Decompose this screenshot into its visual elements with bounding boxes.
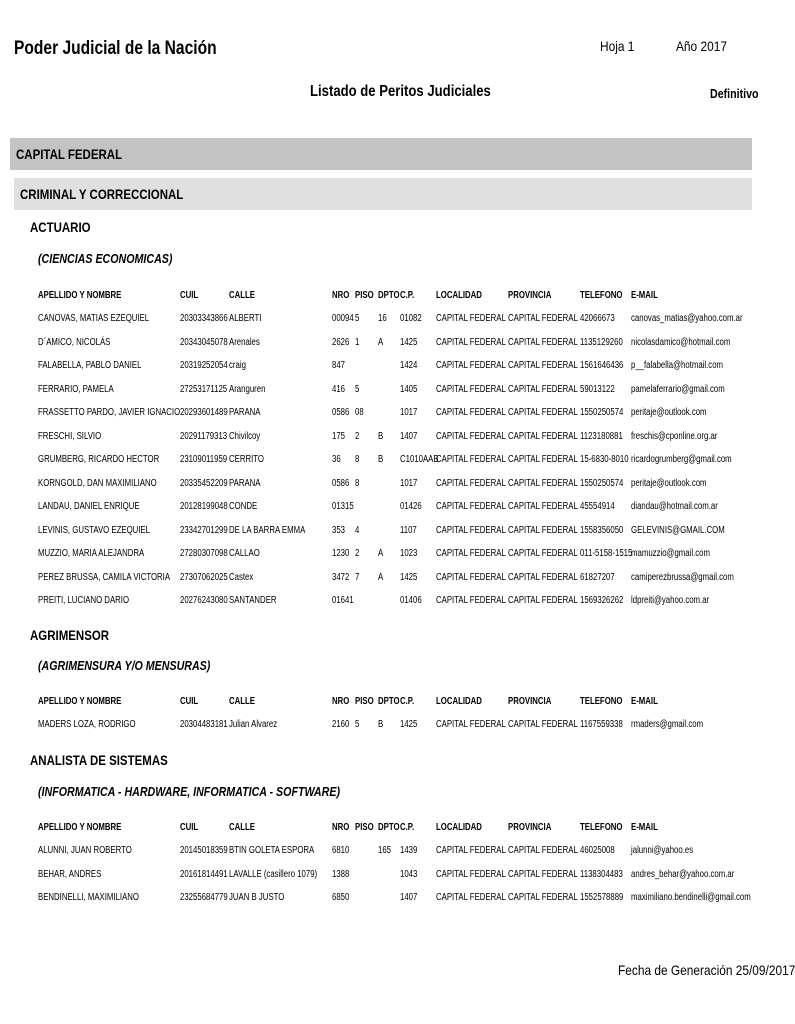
- col-cuil: 20335452209: [180, 477, 228, 489]
- col-dpto: B: [378, 454, 384, 465]
- col-cp: 1425: [400, 336, 418, 348]
- col-email-header: E-MAIL: [631, 696, 658, 707]
- fuero-header: [14, 178, 752, 210]
- col-provincia: CAPITAL FEDERAL: [508, 524, 578, 536]
- table-row: [0, 548, 768, 560]
- col-piso-header: PISO: [355, 290, 374, 301]
- col-provincia-header: PROVINCIA: [508, 696, 552, 707]
- col-localidad: CAPITAL FEDERAL: [436, 313, 506, 324]
- col-email: diandau@hotmail.com.ar: [631, 501, 718, 512]
- col-piso: 5: [355, 719, 360, 730]
- col-cp: 1439: [400, 845, 418, 856]
- col-localidad: CAPITAL FEDERAL: [436, 477, 506, 489]
- col-telefono: 1561646436: [580, 360, 624, 371]
- col-apellido-nombre: BENDINELLI, MAXIMILIANO: [38, 892, 139, 903]
- col-telefono: 011-5158-1515: [580, 548, 633, 559]
- col-cp: 01406: [400, 595, 422, 606]
- col-nro: 01641: [332, 595, 354, 606]
- col-provincia: CAPITAL FEDERAL: [508, 336, 578, 348]
- col-cuil: 23342701299: [180, 524, 228, 536]
- col-piso-header: PISO: [355, 696, 374, 707]
- col-email-header: E-MAIL: [631, 290, 658, 301]
- col-localidad: CAPITAL FEDERAL: [436, 383, 506, 395]
- col-dpto-header: DPTO: [378, 290, 400, 301]
- year: Año 2017: [676, 38, 727, 54]
- col-localidad: CAPITAL FEDERAL: [436, 360, 506, 371]
- col-email: freschis@cponline.org.ar: [631, 430, 718, 442]
- col-calle-header: CALLE: [229, 290, 256, 301]
- table-row: [0, 360, 768, 372]
- col-piso: 2: [355, 430, 360, 442]
- col-nro: 36: [332, 454, 341, 465]
- col-piso: 8: [355, 454, 360, 465]
- col-nro-header: NRO: [332, 822, 350, 833]
- col-nro: 847: [332, 360, 346, 371]
- col-cp: 1023: [400, 548, 418, 559]
- col-piso: 5: [355, 383, 360, 395]
- table-row: [0, 869, 768, 881]
- specialty-heading: (INFORMATICA - HARDWARE, INFORMATICA - SOFTWARE): [38, 784, 341, 799]
- col-telefono: 1135129260: [580, 336, 623, 348]
- col-telefono-header: TELEFONO: [580, 290, 623, 301]
- table-row: [0, 501, 768, 513]
- col-cp: 01082: [400, 313, 422, 324]
- col-cuil: 23109011959: [180, 454, 228, 465]
- col-email: peritaje@outlook.com: [631, 407, 707, 418]
- col-calle: BTIN GOLETA ESPORA: [229, 845, 315, 856]
- col-email: peritaje@outlook.com: [631, 477, 707, 489]
- col-nro: 01315: [332, 501, 354, 512]
- col-apellido-nombre: PEREZ BRUSSA, CAMILA VICTORIA: [38, 571, 171, 583]
- col-cuil-header: CUIL: [180, 290, 199, 301]
- col-calle: JUAN B JUSTO: [229, 892, 285, 903]
- table-row: [0, 595, 768, 607]
- col-provincia-header: PROVINCIA: [508, 822, 552, 833]
- col-apellido-nombre: ALUNNI, JUAN ROBERTO: [38, 845, 132, 856]
- col-apellido-nombre: PREITI, LUCIANO DARIO: [38, 595, 130, 606]
- col-provincia: CAPITAL FEDERAL: [508, 571, 578, 583]
- col-apellido-nombre-header: APELLIDO Y NOMBRE: [38, 290, 122, 301]
- col-calle: craig: [229, 360, 246, 371]
- col-telefono: 1569326262: [580, 595, 624, 606]
- table-row: [0, 454, 768, 466]
- col-localidad-header: LOCALIDAD: [436, 290, 482, 301]
- table-row: [0, 478, 768, 490]
- col-provincia: CAPITAL FEDERAL: [508, 383, 578, 395]
- col-cp: 1407: [400, 892, 418, 903]
- col-apellido-nombre: LEVINIS, GUSTAVO EZEQUIEL: [38, 524, 150, 536]
- col-apellido-nombre: MADERS LOZA, RODRIGO: [38, 719, 136, 730]
- col-telefono: 46025008: [580, 845, 615, 856]
- table-row: [0, 431, 768, 443]
- table-header: [0, 822, 768, 834]
- col-calle: PARANA: [229, 477, 261, 489]
- col-email: maximiliano.bendinelli@gmail.com: [631, 892, 751, 903]
- col-telefono-header: TELEFONO: [580, 822, 623, 833]
- table-row: [0, 407, 768, 419]
- specialty-heading: (AGRIMENSURA Y/O MENSURAS): [38, 658, 211, 673]
- table-row: [0, 313, 768, 325]
- col-provincia: CAPITAL FEDERAL: [508, 595, 578, 606]
- col-apellido-nombre: D´AMICO, NICOLÁS: [38, 336, 111, 348]
- col-calle-header: CALLE: [229, 696, 256, 707]
- col-piso: 8: [355, 477, 360, 489]
- col-calle-header: CALLE: [229, 822, 256, 833]
- col-telefono: 59013122: [580, 383, 615, 395]
- org-title: Poder Judicial de la Nación: [14, 38, 217, 59]
- col-nro: 6850: [332, 892, 350, 903]
- page-title: Listado de Peritos Judiciales: [310, 83, 491, 100]
- col-provincia: CAPITAL FEDERAL: [508, 501, 578, 512]
- col-localidad: CAPITAL FEDERAL: [436, 719, 506, 730]
- col-localidad-header: LOCALIDAD: [436, 696, 482, 707]
- col-provincia: CAPITAL FEDERAL: [508, 313, 578, 324]
- col-calle: CALLAO: [229, 548, 260, 559]
- col-telefono: 45554914: [580, 501, 615, 512]
- col-email: ricardogrumberg@gmail.com: [631, 454, 732, 465]
- col-apellido-nombre-header: APELLIDO Y NOMBRE: [38, 822, 122, 833]
- col-provincia: CAPITAL FEDERAL: [508, 548, 578, 559]
- col-calle: Julian Alvarez: [229, 719, 278, 730]
- col-nro-header: NRO: [332, 696, 350, 707]
- col-piso: 2: [355, 548, 360, 559]
- col-nro: 0586: [332, 477, 350, 489]
- col-email: jalunni@yahoo.es: [631, 845, 694, 856]
- col-piso: 4: [355, 524, 360, 536]
- col-calle: ALBERTI: [229, 313, 262, 324]
- col-cuil: 20343045078: [180, 336, 228, 348]
- col-piso-header: PISO: [355, 822, 374, 833]
- col-cp: 01426: [400, 501, 422, 512]
- col-localidad: CAPITAL FEDERAL: [436, 892, 506, 903]
- col-localidad: CAPITAL FEDERAL: [436, 336, 506, 348]
- col-cuil: 20291179313: [180, 430, 228, 442]
- col-cuil: 27253171125: [180, 383, 228, 395]
- col-cuil-header: CUIL: [180, 822, 199, 833]
- col-provincia-header: PROVINCIA: [508, 290, 552, 301]
- col-cp: 1425: [400, 719, 418, 730]
- col-calle: SANTANDER: [229, 595, 277, 606]
- col-nro: 416: [332, 383, 346, 395]
- col-cuil-header: CUIL: [180, 696, 199, 707]
- col-email: nicolasdamico@hotmail.com: [631, 336, 731, 348]
- col-calle: CERRITO: [229, 454, 264, 465]
- col-telefono: 1558356050: [580, 524, 624, 536]
- table-row: [0, 384, 768, 396]
- col-telefono: 15-6830-8010: [580, 454, 629, 465]
- col-dpto: B: [378, 719, 384, 730]
- col-cuil: 20304483181: [180, 719, 228, 730]
- col-provincia: CAPITAL FEDERAL: [508, 407, 578, 418]
- col-cuil: 23255684779: [180, 892, 228, 903]
- col-dpto: A: [378, 548, 384, 559]
- col-nro: 0586: [332, 407, 350, 418]
- col-dpto: 165: [378, 845, 392, 856]
- col-apellido-nombre: FALABELLA, PABLO DANIEL: [38, 360, 142, 371]
- col-telefono: 42066673: [580, 313, 615, 324]
- col-email: GELEVINIS@GMAIL.COM: [631, 524, 725, 536]
- col-cp: C1010AAB: [400, 454, 439, 465]
- col-cp-header: C.P.: [400, 290, 415, 301]
- col-nro: 6810: [332, 845, 350, 856]
- col-nro: 2626: [332, 336, 350, 348]
- table-row: [0, 572, 768, 584]
- col-cuil: 20145018359: [180, 845, 228, 856]
- col-provincia: CAPITAL FEDERAL: [508, 430, 578, 442]
- col-piso: 5: [355, 313, 360, 324]
- col-calle: Aranguren: [229, 383, 266, 395]
- col-telefono: 1138304483: [580, 868, 623, 880]
- col-nro-header: NRO: [332, 290, 350, 301]
- table-row: [0, 845, 768, 857]
- generation-date: Fecha de Generación 25/09/2017: [618, 962, 795, 978]
- table-row: [0, 892, 768, 904]
- table-row: [0, 337, 768, 349]
- region-header: [10, 138, 752, 170]
- col-apellido-nombre: FRESCHI, SILVIO: [38, 430, 102, 442]
- col-dpto: 16: [378, 313, 387, 324]
- col-dpto: A: [378, 571, 384, 583]
- col-email: rmaders@gmail.com: [631, 719, 704, 730]
- col-piso: 1: [355, 336, 360, 348]
- col-piso: 08: [355, 407, 364, 418]
- profession-heading: ACTUARIO: [30, 219, 91, 235]
- col-apellido-nombre: BEHAR, ANDRES: [38, 868, 102, 880]
- col-cp-header: C.P.: [400, 822, 415, 833]
- col-localidad: CAPITAL FEDERAL: [436, 571, 506, 583]
- col-email: andres_behar@yahoo.com.ar: [631, 868, 735, 880]
- col-cp: 1043: [400, 868, 418, 880]
- col-nro: 2160: [332, 719, 350, 730]
- col-email: p__falabella@hotmail.com: [631, 360, 724, 371]
- col-nro: 1388: [332, 868, 350, 880]
- col-nro: 1230: [332, 548, 350, 559]
- col-dpto: B: [378, 430, 384, 442]
- col-email: canovas_matias@yahoo.com.ar: [631, 313, 743, 324]
- col-localidad: CAPITAL FEDERAL: [436, 595, 506, 606]
- col-telefono: 1550250574: [580, 477, 624, 489]
- col-email: camiperezbrussa@gmail.com: [631, 571, 734, 583]
- col-localidad: CAPITAL FEDERAL: [436, 845, 506, 856]
- col-nro: 00094: [332, 313, 354, 324]
- col-cuil: 20319252054: [180, 360, 228, 371]
- col-calle: Chivilcoy: [229, 430, 261, 442]
- col-telefono: 1552578889: [580, 892, 624, 903]
- col-apellido-nombre: MUZZIO, MARIA ALEJANDRA: [38, 548, 145, 559]
- table-row: [0, 525, 768, 537]
- col-localidad: CAPITAL FEDERAL: [436, 548, 506, 559]
- col-cuil: 20303343866: [180, 313, 228, 324]
- col-provincia: CAPITAL FEDERAL: [508, 892, 578, 903]
- col-apellido-nombre: KORNGOLD, DAN MAXIMILIANO: [38, 477, 157, 489]
- col-nro: 175: [332, 430, 346, 442]
- col-cuil: 27280307098: [180, 548, 228, 559]
- col-cp-header: C.P.: [400, 696, 415, 707]
- col-apellido-nombre: FERRARIO, PAMELA: [38, 383, 114, 395]
- col-localidad: CAPITAL FEDERAL: [436, 407, 506, 418]
- col-provincia: CAPITAL FEDERAL: [508, 477, 578, 489]
- col-telefono: 1550250574: [580, 407, 624, 418]
- col-email: ldpreiti@yahoo.com.ar: [631, 595, 710, 606]
- col-telefono: 1167559338: [580, 719, 623, 730]
- col-piso: 7: [355, 571, 360, 583]
- col-provincia: CAPITAL FEDERAL: [508, 360, 578, 371]
- col-cp: 1107: [400, 524, 417, 536]
- table-row: [0, 719, 768, 731]
- col-nro: 353: [332, 524, 346, 536]
- region-label: CAPITAL FEDERAL: [16, 146, 123, 162]
- col-calle: DE LA BARRA EMMA: [229, 524, 306, 536]
- col-calle: PARANA: [229, 407, 261, 418]
- col-localidad: CAPITAL FEDERAL: [436, 430, 506, 442]
- col-provincia: CAPITAL FEDERAL: [508, 719, 578, 730]
- col-cuil: 20276243080: [180, 595, 228, 606]
- col-dpto-header: DPTO: [378, 696, 400, 707]
- col-calle: CONDE: [229, 501, 258, 512]
- col-cuil: 20128199048: [180, 501, 228, 512]
- col-apellido-nombre: CANOVAS, MATIAS EZEQUIEL: [38, 313, 150, 324]
- col-apellido-nombre: GRUMBERG, RICARDO HECTOR: [38, 454, 160, 465]
- profession-heading: ANALISTA DE SISTEMAS: [30, 752, 168, 768]
- col-calle: Arenales: [229, 336, 260, 348]
- fuero-label: CRIMINAL Y CORRECCIONAL: [20, 186, 184, 202]
- col-localidad: CAPITAL FEDERAL: [436, 868, 506, 880]
- col-apellido-nombre-header: APELLIDO Y NOMBRE: [38, 696, 122, 707]
- col-telefono: 1123180881: [580, 430, 623, 442]
- specialty-heading: (CIENCIAS ECONOMICAS): [38, 251, 173, 266]
- col-cp: 1017: [400, 407, 418, 418]
- col-cp: 1407: [400, 430, 418, 442]
- col-nro: 3472: [332, 571, 350, 583]
- col-localidad: CAPITAL FEDERAL: [436, 501, 506, 512]
- col-email: pamelaferrario@gmail.com: [631, 383, 725, 395]
- profession-heading: AGRIMENSOR: [30, 627, 110, 643]
- col-cp: 1405: [400, 383, 418, 395]
- col-cp: 1425: [400, 571, 418, 583]
- col-localidad: CAPITAL FEDERAL: [436, 454, 506, 465]
- page-number: Hoja 1: [600, 38, 635, 54]
- col-provincia: CAPITAL FEDERAL: [508, 868, 578, 880]
- table-header: [0, 696, 768, 708]
- col-telefono: 61827207: [580, 571, 615, 583]
- col-email: mamuzzio@gmail.com: [631, 548, 711, 559]
- col-calle: Castex: [229, 571, 254, 583]
- col-apellido-nombre: LANDAU, DANIEL ENRIQUE: [38, 501, 140, 512]
- col-provincia: CAPITAL FEDERAL: [508, 454, 578, 465]
- col-localidad-header: LOCALIDAD: [436, 822, 482, 833]
- col-dpto-header: DPTO: [378, 822, 400, 833]
- col-calle: LAVALLE (casillero 1079): [229, 868, 318, 880]
- status-label: Definitivo: [710, 86, 759, 101]
- col-cuil: 20293601489: [180, 407, 228, 418]
- col-localidad: CAPITAL FEDERAL: [436, 524, 506, 536]
- col-cp: 1424: [400, 360, 418, 371]
- col-apellido-nombre: FRASSETTO PARDO, JAVIER IGNACIO: [38, 407, 181, 418]
- col-cp: 1017: [400, 477, 418, 489]
- col-dpto: A: [378, 336, 384, 348]
- col-cuil: 27307062025: [180, 571, 228, 583]
- col-telefono-header: TELEFONO: [580, 696, 623, 707]
- col-email-header: E-MAIL: [631, 822, 658, 833]
- col-cuil: 20161814491: [180, 868, 228, 880]
- col-provincia: CAPITAL FEDERAL: [508, 845, 578, 856]
- table-header: [0, 290, 768, 302]
